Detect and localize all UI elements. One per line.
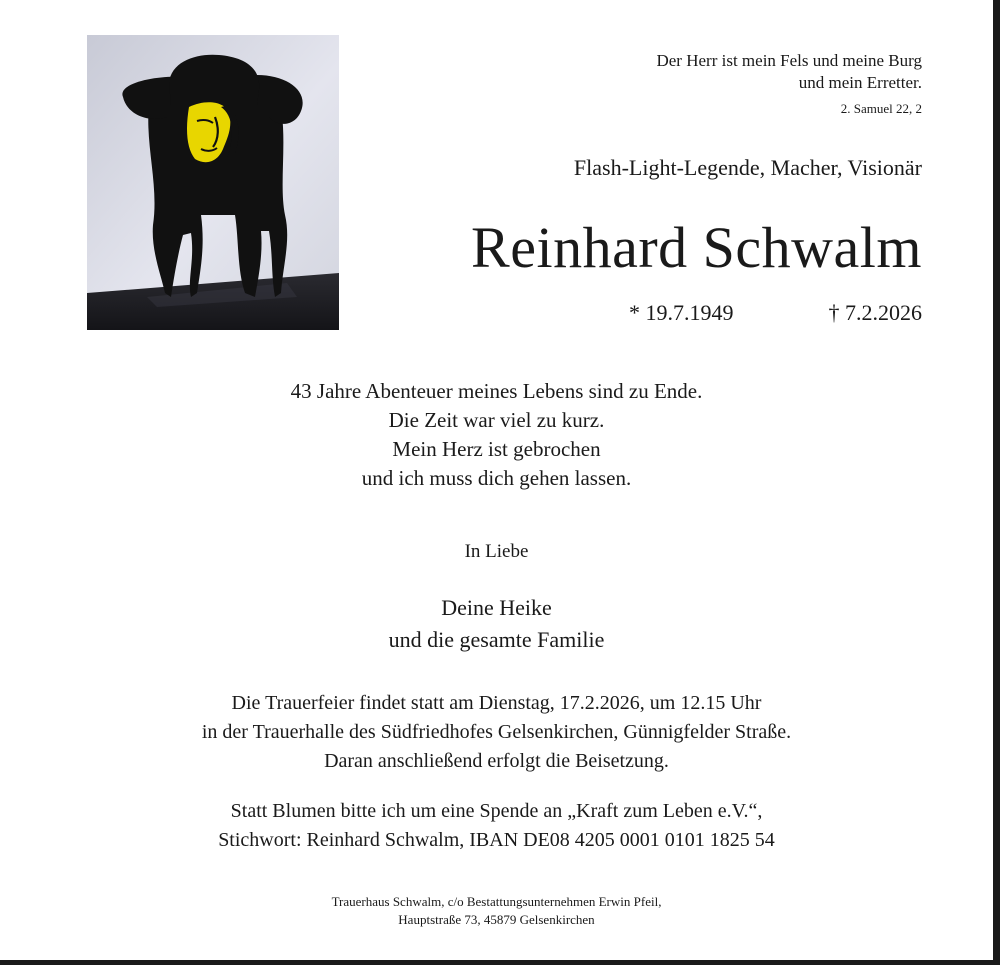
- signer-line: Deine Heike: [441, 595, 552, 620]
- address-line: Trauerhaus Schwalm, c/o Bestattungsunternehmen Erwin Pfeil,: [331, 894, 662, 909]
- signers: [0, 592, 993, 656]
- donation-line: Statt Blumen bitte ich um eine Spende an „Kraft zum Leben e.V.“,: [230, 800, 763, 822]
- deceased-name: Reinhard Schwalm: [471, 215, 922, 280]
- verse-line: Der Herr ist mein Fels und meine Burg: [656, 51, 922, 70]
- service-line: Die Trauerfeier findet statt am Dienstag, 17.2.2026, um 12.15 Uhr: [231, 692, 762, 714]
- epithet: Flash-Light-Legende, Macher, Visionär: [573, 155, 922, 180]
- poem: [0, 377, 993, 493]
- poem-line: Mein Herz ist gebrochen: [392, 437, 601, 461]
- service-line: in der Trauerhalle des Südfriedhofes Gelsenkirchen, Günnigfelder Straße.: [201, 721, 792, 743]
- portrait-photo: [87, 35, 339, 330]
- donation-request: [0, 797, 993, 855]
- signer-line: und die gesamte Familie: [388, 627, 605, 652]
- verse-reference: 2. Samuel 22, 2: [840, 101, 922, 116]
- poem-line: und ich muss dich gehen lassen.: [361, 466, 632, 490]
- poem-line: Die Zeit war viel zu kurz.: [388, 408, 605, 432]
- bible-verse: [656, 50, 922, 94]
- birth-date: * 19.7.1949: [629, 300, 734, 325]
- funeral-service-info: [0, 689, 993, 776]
- death-date: † 7.2.2026: [828, 300, 922, 325]
- verse-line: und mein Erretter.: [798, 73, 922, 92]
- address-line: Hauptstraße 73, 45879 Gelsenkirchen: [398, 912, 595, 927]
- mourning-address: [0, 893, 993, 929]
- donation-line: Stichwort: Reinhard Schwalm, IBAN DE08 4205 0001 0101 1825 54: [218, 829, 775, 851]
- service-line: Daran anschließend erfolgt die Beisetzung.: [324, 750, 669, 772]
- in-liebe: In Liebe: [464, 541, 529, 562]
- poem-line: 43 Jahre Abenteuer meines Lebens sind zu Ende.: [290, 379, 703, 403]
